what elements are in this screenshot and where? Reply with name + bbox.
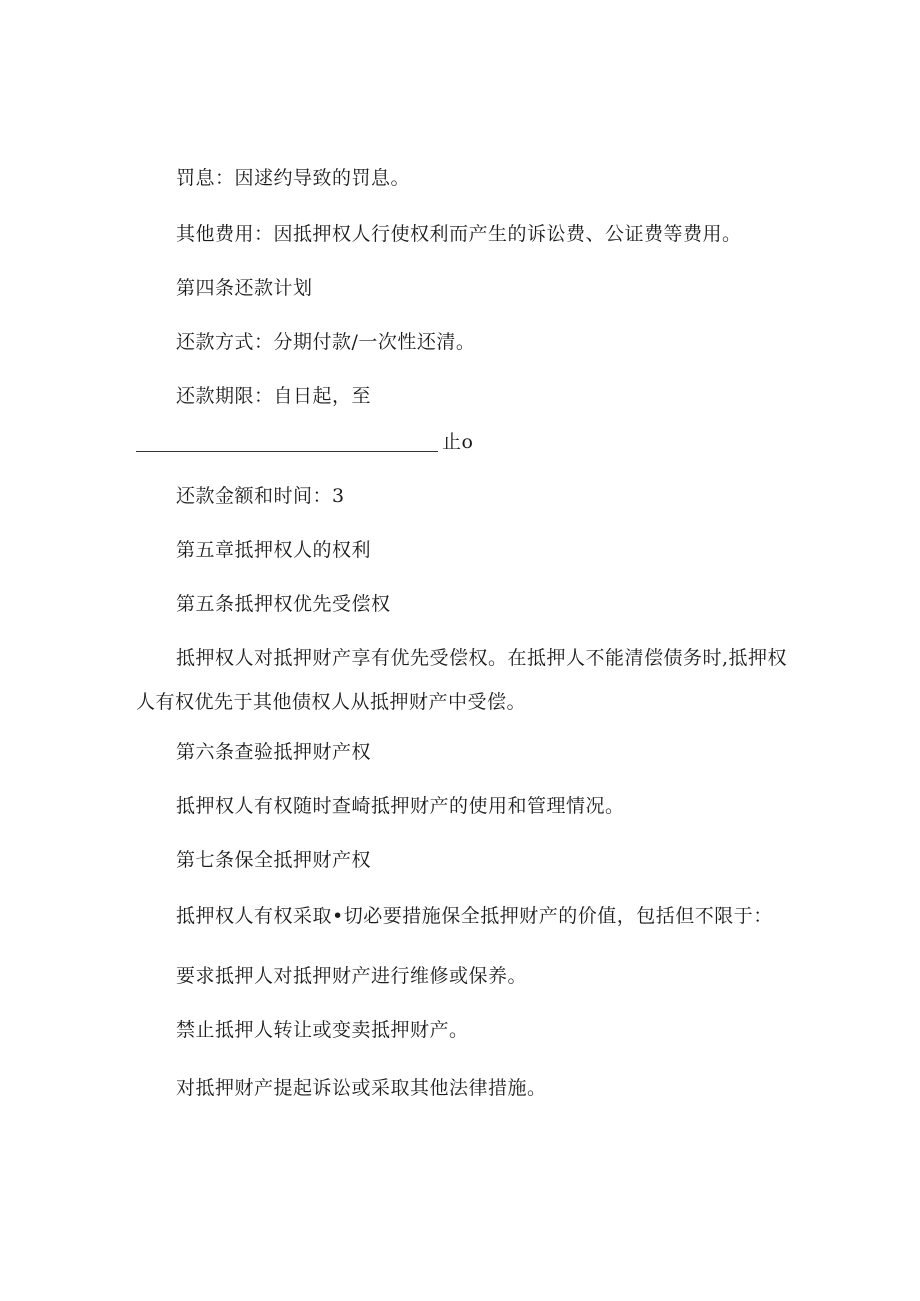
article7-title: 第七条保全抵押财产权 [176, 849, 372, 871]
repay-term-clause: 还款期限：自日起，至 [176, 385, 372, 407]
repay-amount-clause: 还款金额和时间：3 [176, 485, 345, 507]
article7-body: 抵押权人有权采取•切必要措施保全抵押财产的价值，包括但不限于： [176, 905, 773, 927]
penalty-clause: 罚息：因逑约导致的罚息。 [176, 167, 411, 189]
chapter5-title: 第五章抵押权人的权利 [176, 539, 372, 561]
article4-title: 第四条还款计划 [176, 277, 313, 299]
repay-term-end: 止o [442, 431, 474, 453]
article5-title: 第五条抵押权优先受偿权 [176, 593, 391, 615]
article6-body: 抵押权人有权随时查崎抵押财产的使用和管理情况。 [176, 795, 625, 817]
list-item: 禁止抵押人转让或变卖抵押财产。 [176, 1019, 469, 1041]
list-item: 要求抵押人对抵押财产进行维修或保养。 [176, 965, 528, 987]
article6-title: 第六条查验抵押财产权 [176, 741, 372, 763]
article5-body: 抵押权人对抵押财产享有优先受偿权。在抵押人不能清偿债务时,抵押权人有权优先于其他债权人从抵押财产中受偿。 [136, 647, 788, 713]
list-item: 对抵押财产提起诉讼或采取其他法律措施。 [176, 1077, 547, 1099]
fill-in-blank-line [136, 451, 438, 452]
other-fees-clause: 其他费用：因抵押权人行使权利而产生的诉讼费、公证费等费用。 [176, 223, 742, 245]
repay-method-clause: 还款方式：分期付款/一次性还清。 [176, 331, 476, 353]
